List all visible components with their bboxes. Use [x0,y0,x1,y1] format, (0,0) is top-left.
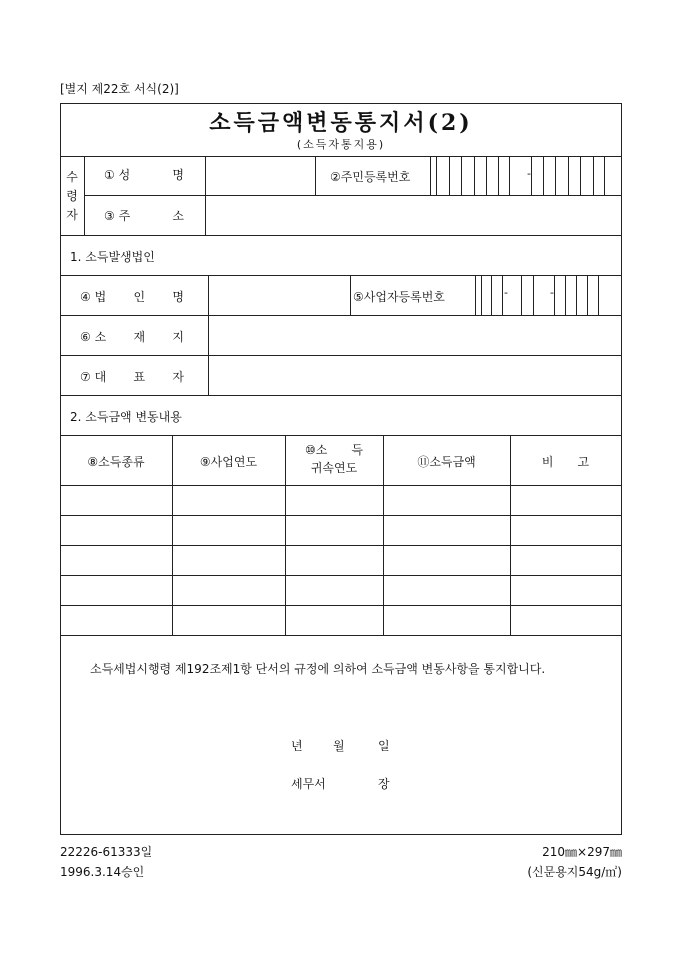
name-label: ① 성 명 [104,168,184,182]
paper-type: (신문용지54g/㎡) [527,865,622,879]
approval-date: 1996.3.14승인 [60,865,145,879]
col-income-amount: ⑪소득금액 [417,455,476,469]
rrn-field[interactable]: - [436,157,617,195]
name-field[interactable] [206,157,314,194]
representative-label: ⑦ 대 표 자 [80,370,184,384]
form-reference: [별지 제22호 서식(2)] [60,82,179,96]
address-label: ③ 주 소 [104,209,184,223]
corp-name-field[interactable] [209,276,349,314]
col-attribution-year-line2: 귀속연도 [310,461,358,475]
paper-size: 210㎜×297㎜ [542,845,622,859]
form-code: 22226-61333일 [60,845,153,859]
brn-label: ⑤사업자등록번호 [353,290,445,304]
col-attribution-year-line1: ⑩소 득 [305,443,363,457]
date-year: 년 [291,739,303,753]
col-business-year: ⑨사업연도 [199,455,258,469]
col-income-type: ⑧소득종류 [87,455,145,469]
date-month: 월 [333,739,345,753]
date-day: 일 [378,739,390,753]
notice-text: 소득세법시행령 제192조제1항 단서의 규정에 의하여 소득금액 변동사항을 통지합니다. [90,662,546,676]
section2-heading: 2. 소득금액 변동내용 [70,410,182,424]
signer-office: 세무서 [291,777,326,791]
form-title: 소득금액변동통지서(2) [209,110,473,136]
location-label: ⑥ 소 재 지 [80,330,184,344]
col-remarks: 비 고 [541,455,590,469]
form-subtitle: (소득자통지용) [296,138,386,151]
rrn-label: ②주민등록번호 [330,170,411,184]
signer-title: 장 [378,777,390,791]
address-field[interactable] [206,196,621,234]
corp-name-label: ④ 법 인 명 [80,290,184,304]
location-field[interactable] [209,316,621,354]
recipient-group-label: 수 령 자 [66,170,78,222]
representative-field[interactable] [209,356,621,394]
section1-heading: 1. 소득발생법인 [70,250,155,264]
brn-field[interactable]: - - [475,276,621,315]
